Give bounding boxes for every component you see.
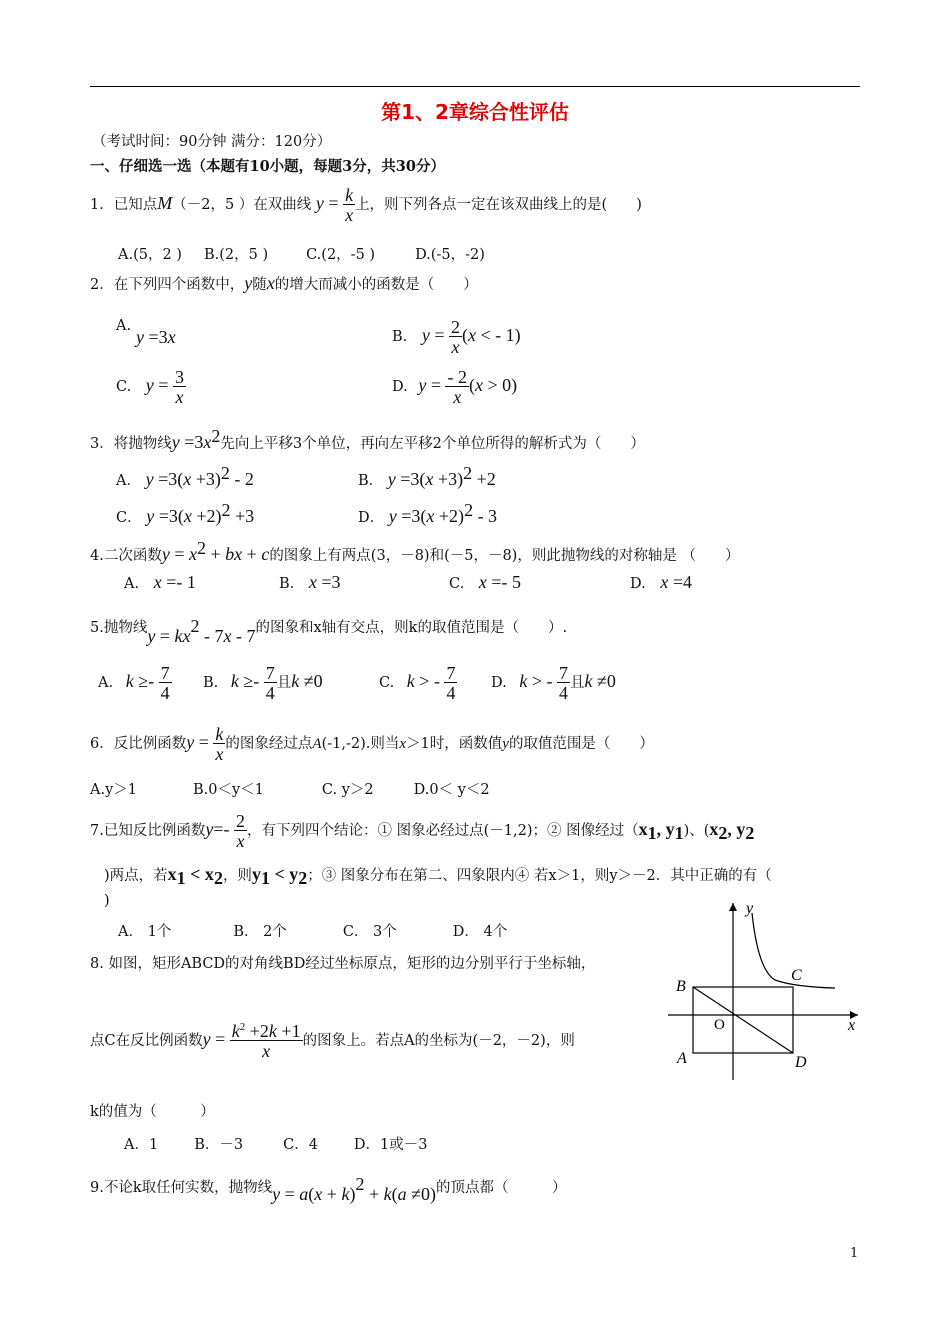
diagonal-bd <box>693 987 793 1053</box>
q5-option-a: A. k ≥- $\frac{7}{4}$ <box>98 663 170 703</box>
question-3: 3．将抛物线$y =3x^2$先向上平移3个单位，再向左平移2个单位所得的解析式为（ ） <box>90 426 645 452</box>
q4-option-a: A. x =- 1 <box>124 572 196 592</box>
page-title: 第1、2章综合性评估 <box>381 100 569 124</box>
q6-options: A.y＞1 B.0＜y＜1 C. y＞2 D.0＜ y＜2 <box>90 782 490 798</box>
q7-options: A． 1个 B． 2个 C． 3个 D． 4个 <box>118 924 508 940</box>
header-rule <box>90 86 860 87</box>
q1-options: A.(5，2 ) B.(2，5 ) C.(2，-5 ) D.(-5，-2) <box>118 247 485 263</box>
question-8-line3: k的值为（ ） <box>90 1104 215 1120</box>
q3-option-d: D． $y =3(x +2)^2 - 3$ <box>358 500 498 526</box>
q3-option-a: A． $y =3(x +3)^2 - 2$ <box>116 463 254 489</box>
q8-options: A．1 B．－3 C．4 D．1或－3 <box>124 1137 428 1153</box>
question-6: 6．反比例函数y = $\frac{k}{x}$ 的图象经过点A(-1,-2).则当x＞1时，函数值y的取值范围是（ ） <box>90 724 654 764</box>
q5-option-d: D. k > - $\frac{7}{4}$ 且k ≠0 <box>491 663 616 703</box>
x-axis-label: x <box>848 1017 856 1034</box>
point-d-label: D <box>795 1054 807 1071</box>
q2-option-a-formula: y =3x <box>136 327 176 347</box>
q3-option-c: C． $y =3(x +2)^2 +3$ <box>116 500 255 526</box>
question-7-close: ) <box>104 893 110 909</box>
point-a-label: A <box>677 1050 687 1067</box>
q4-option-c: C. x =- 5 <box>449 572 521 592</box>
origin-label: O <box>714 1017 725 1033</box>
question-2: 2．在下列四个函数中，y随x的增大而减小的函数是（ ） <box>90 273 478 293</box>
q2-option-d: D. y = $\frac{- 2}{x}$ (x > 0) <box>392 367 518 407</box>
q8-figure <box>660 895 870 1085</box>
page-number: 1 <box>850 1246 859 1261</box>
q4-option-d: D. x =4 <box>630 572 692 592</box>
question-8: 8. 如图，矩形ABCD的对角线BD经过坐标原点，矩形的边分别平行于坐标轴， <box>90 956 596 972</box>
q4-option-b: B. x =3 <box>279 572 341 592</box>
q5-option-c: C. k > - $\frac{7}{4}$ <box>379 663 456 703</box>
question-7-line2: )两点，若$x_1 < x_2$，则$y_1 < y_2$；③ 图象分布在第二、四象限内④ 若x＞1，则y＞－2．其中正确的有（ <box>104 864 772 888</box>
section-heading: 一、仔细选一选（本题有10小题，每题3分，共30分） <box>90 158 445 175</box>
q5-option-b: B. k ≥- $\frac{7}{4}$ 且k ≠0 <box>203 663 323 703</box>
q2-option-b: B. y = $\frac{2}{x}$ (x < - 1) <box>392 317 521 357</box>
question-9: 9.不论k取任何实数，抛物线$y = a(x + k)^2 + k(a \ne 0)$的顶点都（ ） <box>90 1174 567 1204</box>
point-c-label: C <box>791 967 802 984</box>
question-8-line2: 点C在反比例函数y = $\frac{k^2 +2k +1}{x}$ 的图象上。若点A的坐标为(－2，－2)，则 <box>90 1021 575 1061</box>
exam-info: （考试时间：90分钟 满分：120分） <box>92 134 332 150</box>
question-5: 5.抛物线$y = kx^2 - 7x - 7$的图象和x轴有交点，则k的取值范围是（ ）. <box>90 616 568 646</box>
y-axis-arrow <box>729 903 737 911</box>
q2-option-c: C. y = $\frac{3}{x}$ <box>116 367 184 407</box>
point-b-label: B <box>676 978 686 995</box>
q2-option-a: A. <box>116 318 132 334</box>
question-7: 7.已知反比例函数y=- $\frac{2}{x}$ ，有下列四个结论：① 图象必经过点(－1,2)；② 图像经过（$x_1$, $y_1$)、($x_2$, $y_2$ <box>90 811 755 851</box>
q3-option-b: B． $y =3(x +3)^2 +2$ <box>358 463 496 489</box>
question-1: 1．已知点M（－2，5 ）在双曲线 y = $\frac{k}{x}$ 上，则下列各点一定在该双曲线上的是( ) <box>90 185 642 225</box>
question-4: 4.二次函数$y = x^2$ + bx + c的图象上有两点(3，－8)和(－5，－8)，则此抛物线的对称轴是 （ ） <box>90 538 740 564</box>
y-axis-label: y <box>746 900 754 917</box>
